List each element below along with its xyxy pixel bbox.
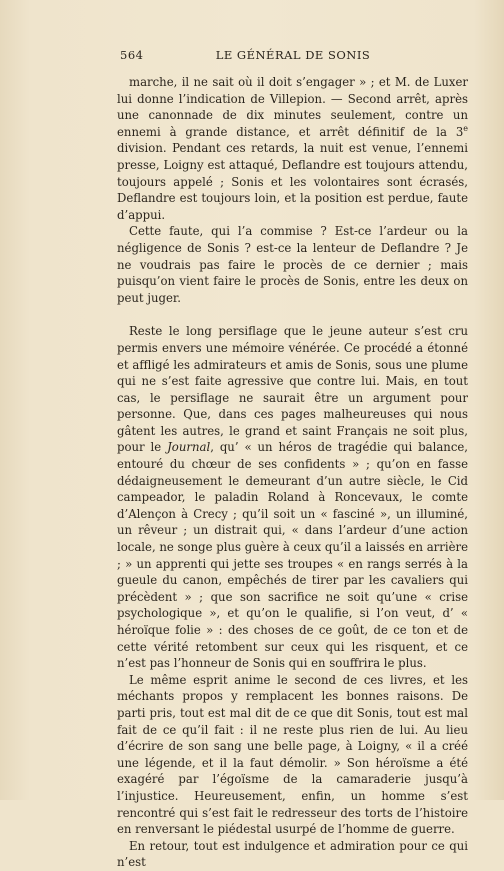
superscript: e: [463, 123, 468, 133]
paragraph-4: Le même esprit anime le second de ces livres, et les méchants propos y remplacent les bonnes raisons. De parti pris, tout est mal dit de ce que dit Sonis, tout est mal fait de ce qu’il fait : il ne reste plus rien de lui. Au lieu d’écrire de son sang une belle page, à Loigny, « il a créé une légende, et il la faut démolir. » Son héroïsme a été exagéré par l’égoïsme de la camaraderie jusqu’à l’injustice. Heureusement, enfin, un homme s’est rencontré qui s’est fait le redresseur des torts de l’histoire en renversant le piédestal usurpé de l’homme de guerre.: [117, 672, 468, 837]
paragraph-5: En retour, tout est indulgence et admiration pour ce qui n’est: [117, 838, 468, 870]
running-title: LE GÉNÉRAL DE SONIS: [215, 48, 371, 62]
paragraph-2: Cette faute, qui l’a commise ? Est-ce l’ardeur ou la négligence de Sonis ? est-ce la lenteur de Deflandre ? Je ne voudrais pas faire le procès de ce dernier ; mais puisqu’on vient faire le procès de Sonis, entre les deux on peut juger.: [117, 224, 468, 305]
page-body: [117, 74, 468, 871]
page-number: 564: [120, 48, 144, 62]
paragraph-1: marche, il ne sait où il doit s’engager » ; et M. de Luxer lui donne l’indication de Villepion. — Second arrêt, après une canonnade de dix minutes seulement, contre un ennemi à grande distance, et arrêt définitif de la 3e division. Pendant ces retards, la nuit est venue, l’ennemi presse, Loigny est attaqué, Deflandre est toujours attendu, toujours appelé ; Sonis et les volontaires sont écrasés, Deflandre est toujours loin, et la position est perdue, faute d’appui.: [117, 75, 468, 222]
paragraph-3: Reste le long persiflage que le jeune auteur s’est cru permis envers une mémoire vénérée. Ce procédé a étonné et affligé les admirateurs et amis de Sonis, sous une plume qui ne s’est faite agressive que contre lui. Mais, en tout cas, le persiflage ne saurait être un argument pour personne. Que, dans ces pages malheureuses qui nous gâtent les autres, le grand et saint Français ne soit plus, pour le Journal, qu’ « un héros de tragédie qui balance, entouré du chœur de ses confidents » ; qu’on en fasse dédaigneusement le demeurant d’un autre siècle, le Cid campeador, le paladin Roland à Roncevaux, le comte d’Alençon à Crecy ; qu’il soit un « fasciné », un illuminé, un rêveur ; un distrait qui, « dans l’ardeur d’une action locale, ne songe plus guère à ceux qu’il a laissés en arrière ; » un apprenti qui jette ses troupes « en rangs serrés à la gueule du canon, empêchés de tirer par les cavaliers qui précèdent » ; que son sacrifice ne soit qu’une « crise psychologique », et qu’on le qualifie, si l’on veut, d’ « héroïque folie » : des choses de ce goût, de ce ton et de cette vérité retombent sur ceux qui les risquent, et ce n’est pas l’honneur de Sonis qui en souffrira le plus.: [117, 324, 468, 671]
italic-title: Journal: [167, 440, 211, 455]
